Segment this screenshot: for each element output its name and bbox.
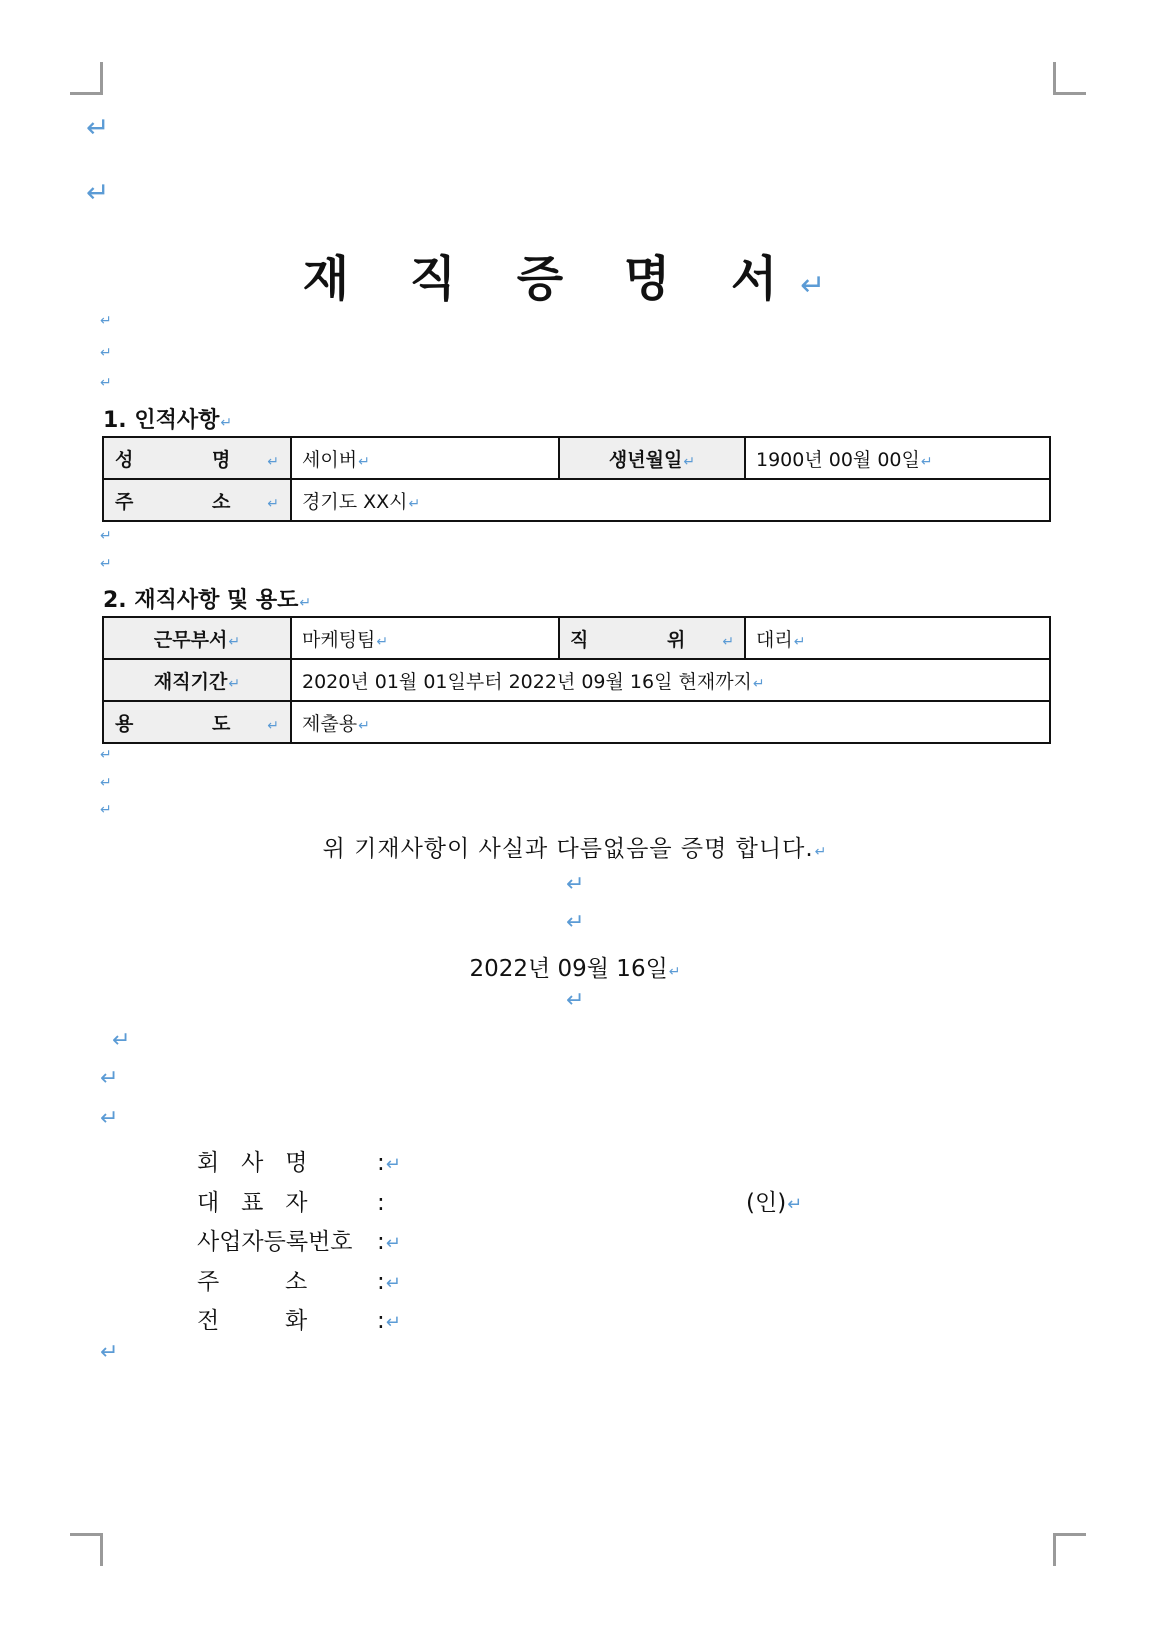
signature-bizno-row [197,1223,401,1256]
paragraph-mark-icon: ↵ [385,1312,401,1333]
paragraph-mark-icon: ↵ [385,1273,401,1294]
table-row [103,701,1050,743]
colon: : [377,1229,385,1255]
paragraph-mark-icon: ↵ [267,717,280,734]
dept-value: 마케팅팀 [302,628,376,651]
table-row [103,437,1050,479]
paragraph-mark-icon: ↵ [358,453,370,470]
section-heading-employment [103,583,311,614]
table-row [103,617,1050,659]
signature-address-row [197,1263,401,1296]
crop-mark-bottom-right [1053,1533,1086,1566]
crop-mark-top-right [1053,62,1086,95]
paragraph-mark-icon: ↵ [100,747,112,763]
paragraph-mark-icon: ↵ [112,1028,131,1053]
section-heading-text: 2. 재직사항 및 용도 [103,588,299,613]
section-heading-personal [103,403,232,434]
name-label: 성 명 [114,448,267,471]
table-row [103,479,1050,521]
dept-value-cell[interactable] [291,617,559,659]
paragraph-mark-icon: ↵ [267,495,280,512]
address-value: 경기도 XX시 [302,490,408,513]
paragraph-mark-icon: ↵ [267,453,280,470]
seal-text: (인) [746,1190,787,1216]
name-value: 세이버 [302,448,358,471]
crop-mark-top-left [70,62,103,95]
paragraph-mark-icon: ↵ [228,675,241,692]
purpose-value-cell[interactable] [291,701,1050,743]
birth-label-cell [559,437,745,479]
employment-info-table [102,616,1051,744]
paragraph-mark-icon: ↵ [920,453,933,470]
colon: : [377,1150,385,1176]
birth-value: 1900년 00월 00일 [756,448,920,471]
paragraph-mark-icon: ↵ [86,111,110,144]
paragraph-mark-icon: ↵ [100,556,112,572]
paragraph-mark-icon: ↵ [793,633,806,650]
position-label: 직 위 [570,628,722,651]
colon: : [377,1269,385,1295]
period-label: 재직기간 [153,670,228,693]
position-value-cell[interactable] [745,617,1050,659]
paragraph-mark-icon: ↵ [752,675,765,692]
ceo-label: 대 표 자 [197,1190,308,1216]
paragraph-mark-icon: ↵ [385,1154,401,1175]
paragraph-mark-icon: ↵ [228,633,241,650]
paragraph-mark-icon: ↵ [668,964,681,980]
paragraph-mark-icon: ↵ [86,176,110,209]
birth-label: 생년월일 [608,448,683,471]
title-text: 재 직 증 명 서 [302,251,800,307]
paragraph-mark-icon: ↵ [566,988,585,1013]
period-value-cell[interactable] [291,659,1050,701]
name-value-cell[interactable] [291,437,559,479]
paragraph-mark-icon: ↵ [100,345,112,361]
paragraph-mark-icon: ↵ [722,633,735,650]
table-row [103,659,1050,701]
signature-ceo-row [197,1184,385,1217]
name-label-cell [103,437,291,479]
address-label: 주 소 [197,1269,308,1295]
paragraph-mark-icon: ↵ [683,453,696,470]
personal-info-table [102,436,1051,522]
paragraph-mark-icon: ↵ [100,528,112,544]
certification-statement [0,830,1150,863]
paragraph-mark-icon: ↵ [100,313,112,329]
crop-mark-bottom-left [70,1533,103,1566]
birth-value-cell[interactable] [745,437,1050,479]
colon: : [377,1190,385,1216]
paragraph-mark-icon: ↵ [299,595,312,611]
bizno-label: 사업자등록번호 [197,1229,353,1255]
paragraph-mark-icon: ↵ [566,910,585,935]
signature-phone-row [197,1302,401,1335]
company-label: 회 사 명 [197,1150,308,1176]
issue-date [0,950,1150,983]
paragraph-mark-icon: ↵ [100,375,112,391]
paragraph-mark-icon: ↵ [358,717,370,734]
position-value: 대리 [756,628,793,651]
phone-label: 전 화 [197,1308,308,1334]
address-label-cell [103,479,291,521]
document-title [0,240,1150,309]
seal-mark [746,1184,802,1217]
paragraph-mark-icon: ↵ [787,1194,803,1215]
paragraph-mark-icon: ↵ [100,1340,119,1365]
paragraph-mark-icon: ↵ [408,495,421,512]
position-label-cell [559,617,745,659]
paragraph-mark-icon: ↵ [566,872,585,897]
paragraph-mark-icon: ↵ [100,802,112,818]
paragraph-mark-icon: ↵ [100,775,112,791]
paragraph-mark-icon: ↵ [814,844,828,860]
purpose-label: 용 도 [114,712,267,735]
paragraph-mark-icon: ↵ [800,268,848,303]
section-heading-text: 1. 인적사항 [103,408,220,433]
signature-company-row [197,1144,401,1177]
paragraph-mark-icon: ↵ [100,1106,119,1131]
dept-label: 근무부서 [153,628,228,651]
address-value-cell[interactable] [291,479,1050,521]
statement-text: 위 기재사항이 사실과 다름없음을 증명 합니다. [322,836,814,862]
period-label-cell [103,659,291,701]
dept-label-cell [103,617,291,659]
purpose-label-cell [103,701,291,743]
issue-date-text: 2022년 09월 16일 [469,956,668,982]
address-label: 주 소 [114,490,267,513]
purpose-value: 제출용 [302,712,358,735]
period-value: 2020년 01월 01일부터 2022년 09월 16일 현재까지 [302,670,752,693]
colon: : [377,1308,385,1334]
paragraph-mark-icon: ↵ [100,1066,119,1091]
paragraph-mark-icon: ↵ [220,415,233,431]
paragraph-mark-icon: ↵ [385,1233,401,1254]
paragraph-mark-icon: ↵ [376,633,389,650]
